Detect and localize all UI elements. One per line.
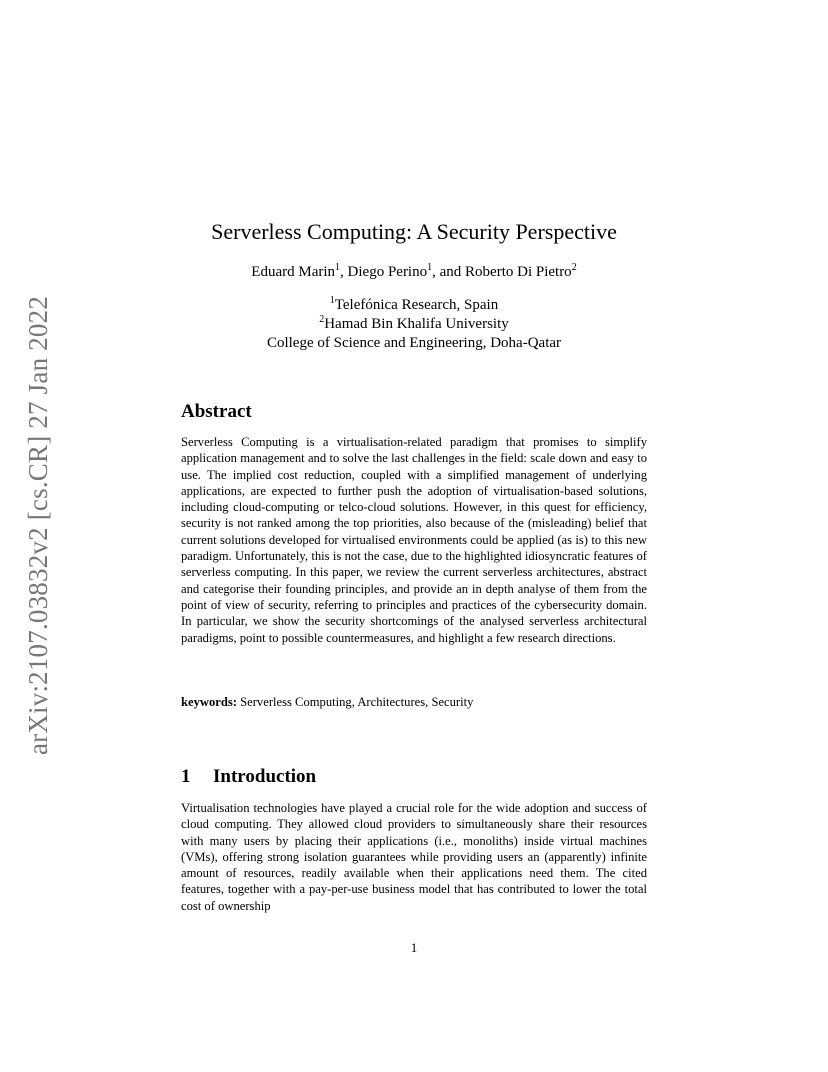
affiliation-mark: 1 [329, 295, 335, 306]
keywords-line [181, 694, 647, 710]
arxiv-identifier-text: arXiv:2107.03832v2 [cs.CR] 27 Jan 2022 [23, 295, 54, 755]
keywords-label: keywords: [181, 695, 237, 709]
section-title: Introduction [213, 766, 317, 787]
section-number: 1 [181, 766, 191, 787]
affiliation-line [0, 315, 828, 334]
abstract-body: Serverless Computing is a virtualisation-related paradigm that promises to simplify application management and to solve the last challenges in the field: scale down and easy to use. The implied cost reduction, coupled with a simplified management of underlying applications, are expected to further push the adoption of virtualisation-based solutions, including cloud-computing or telco-cloud solutions. However, in this quest for efficiency, security is not ranked among the top priorities, also because of the (misleading) belief that current solutions developed for virtualised environments could be applied (as is) to this new paradigm. Unfortunately, this is not the case, due to the highlighted idiosyncratic features of serverless computing. In this paper, we review the current serverless architectures, abstract and categorise their founding principles, and provide an in depth analyse of them from the point of view of security, referring to principles and practices of the cybersecurity domain. In particular, we show the security shortcomings of the analysed serverless architectural paradigms, point to possible countermeasures, and highlight a few research directions. [181, 435, 647, 645]
author-name: Eduard Marin [251, 264, 336, 280]
affiliation-text: Hamad Bin Khalifa University [324, 316, 509, 332]
author-name: Roberto Di Pietro [465, 264, 572, 280]
affiliation-text: College of Science and Engineering, Doha-Qatar [266, 335, 562, 351]
affiliation-block [0, 296, 828, 353]
section-heading-introduction [181, 765, 316, 789]
author-separator: , and [432, 264, 466, 280]
page-number: 1 [410, 940, 418, 955]
affiliation-mark: 2 [319, 314, 325, 325]
author-affiliation-mark: 1 [335, 262, 341, 273]
paper-title: Serverless Computing: A Security Perspective [211, 219, 617, 244]
author-separator: , [340, 264, 348, 280]
affiliation-line [0, 296, 828, 315]
keywords-text: Serverless Computing, Architectures, Security [240, 695, 474, 709]
arxiv-identifier-stamp [15, 290, 63, 760]
affiliation-text: Telefónica Research, Spain [334, 297, 499, 313]
affiliation-line [0, 334, 828, 353]
author-name: Diego Perino [347, 264, 428, 280]
author-affiliation-mark: 1 [427, 262, 433, 273]
author-affiliation-mark: 2 [571, 262, 577, 273]
introduction-body: Virtualisation technologies have played a crucial role for the wide adoption and success of cloud computing. They allowed cloud providers to simultaneously share their resources with many users by placing their applications (i.e., monoliths) inside virtual machines (VMs), offering strong isolation guarantees while providing users an (apparently) infinite amount of resources, readily available when their applications need them. The cited features, together with a pay-per-use business model that has contributed to lower the total cost of ownership [181, 801, 647, 913]
abstract-heading: Abstract [181, 401, 252, 422]
author-list [0, 262, 828, 282]
